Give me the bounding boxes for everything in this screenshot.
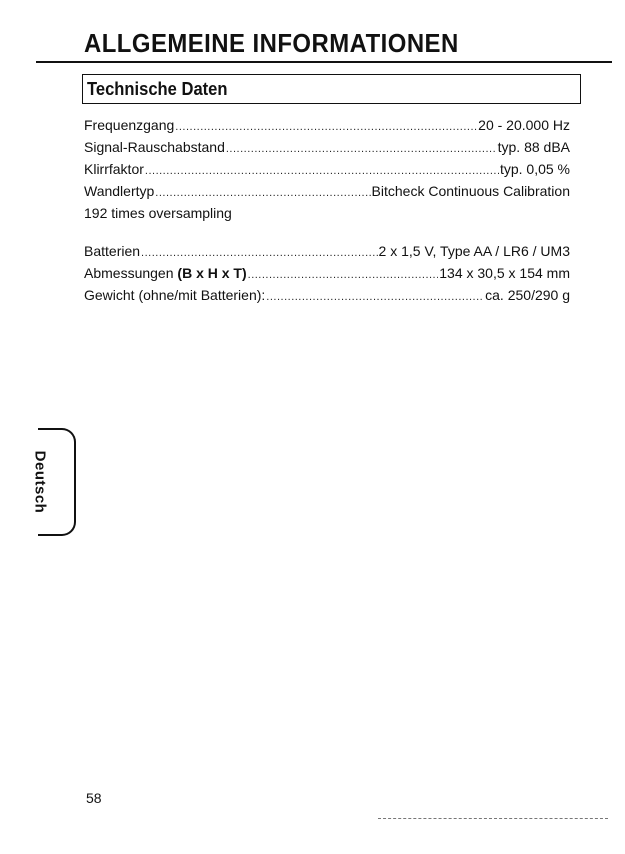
spec-label: Frequenzgang bbox=[84, 117, 175, 133]
spec-row-frequency bbox=[84, 114, 570, 136]
page-title: ALLGEMEINE INFORMATIONEN bbox=[84, 28, 459, 58]
dot-leader bbox=[175, 116, 477, 138]
spec-label bbox=[84, 262, 247, 284]
page-number: 58 bbox=[86, 790, 102, 806]
spec-label: Batterien bbox=[84, 243, 141, 259]
spec-row-batteries bbox=[84, 240, 570, 262]
spec-label-bold: (B x H x T) bbox=[177, 265, 247, 281]
spec-label: Wandlertyp bbox=[84, 183, 155, 199]
spec-label: Gewicht (ohne/mit Batterien): bbox=[84, 287, 266, 303]
title-divider bbox=[36, 61, 612, 63]
spec-note-oversampling: 192 times oversampling bbox=[84, 205, 232, 221]
spec-row-distortion bbox=[84, 158, 570, 180]
spec-list bbox=[84, 114, 570, 306]
dot-leader bbox=[226, 138, 497, 160]
spec-label: Klirrfaktor bbox=[84, 161, 144, 177]
section-title: Technische Daten bbox=[87, 79, 228, 99]
spec-value: Bitcheck Continuous Calibration bbox=[371, 183, 570, 199]
spec-row-converter bbox=[84, 180, 570, 202]
dot-leader bbox=[248, 264, 439, 286]
spec-spacer bbox=[84, 226, 570, 240]
spec-label-prefix: Abmessungen bbox=[84, 265, 174, 281]
spec-value: typ. 88 dBA bbox=[497, 139, 570, 155]
footer-rule bbox=[378, 818, 608, 819]
spec-row-snr bbox=[84, 136, 570, 158]
dot-leader bbox=[155, 182, 370, 204]
spec-row-dimensions bbox=[84, 262, 570, 284]
spec-value: ca. 250/290 g bbox=[485, 287, 570, 303]
dot-leader bbox=[266, 286, 484, 308]
dot-leader bbox=[145, 160, 499, 182]
spec-value: 20 - 20.000 Hz bbox=[478, 117, 570, 133]
spec-row-weight bbox=[84, 284, 570, 306]
spec-value: 2 x 1,5 V, Type AA / LR6 / UM3 bbox=[378, 243, 570, 259]
spec-value: typ. 0,05 % bbox=[499, 161, 570, 177]
dot-leader bbox=[141, 242, 378, 264]
language-tab-label: Deutsch bbox=[31, 450, 49, 514]
spec-label: Signal-Rauschabstand bbox=[84, 139, 225, 155]
spec-value: 134 x 30,5 x 154 mm bbox=[439, 265, 570, 281]
section-header-box bbox=[82, 74, 581, 104]
